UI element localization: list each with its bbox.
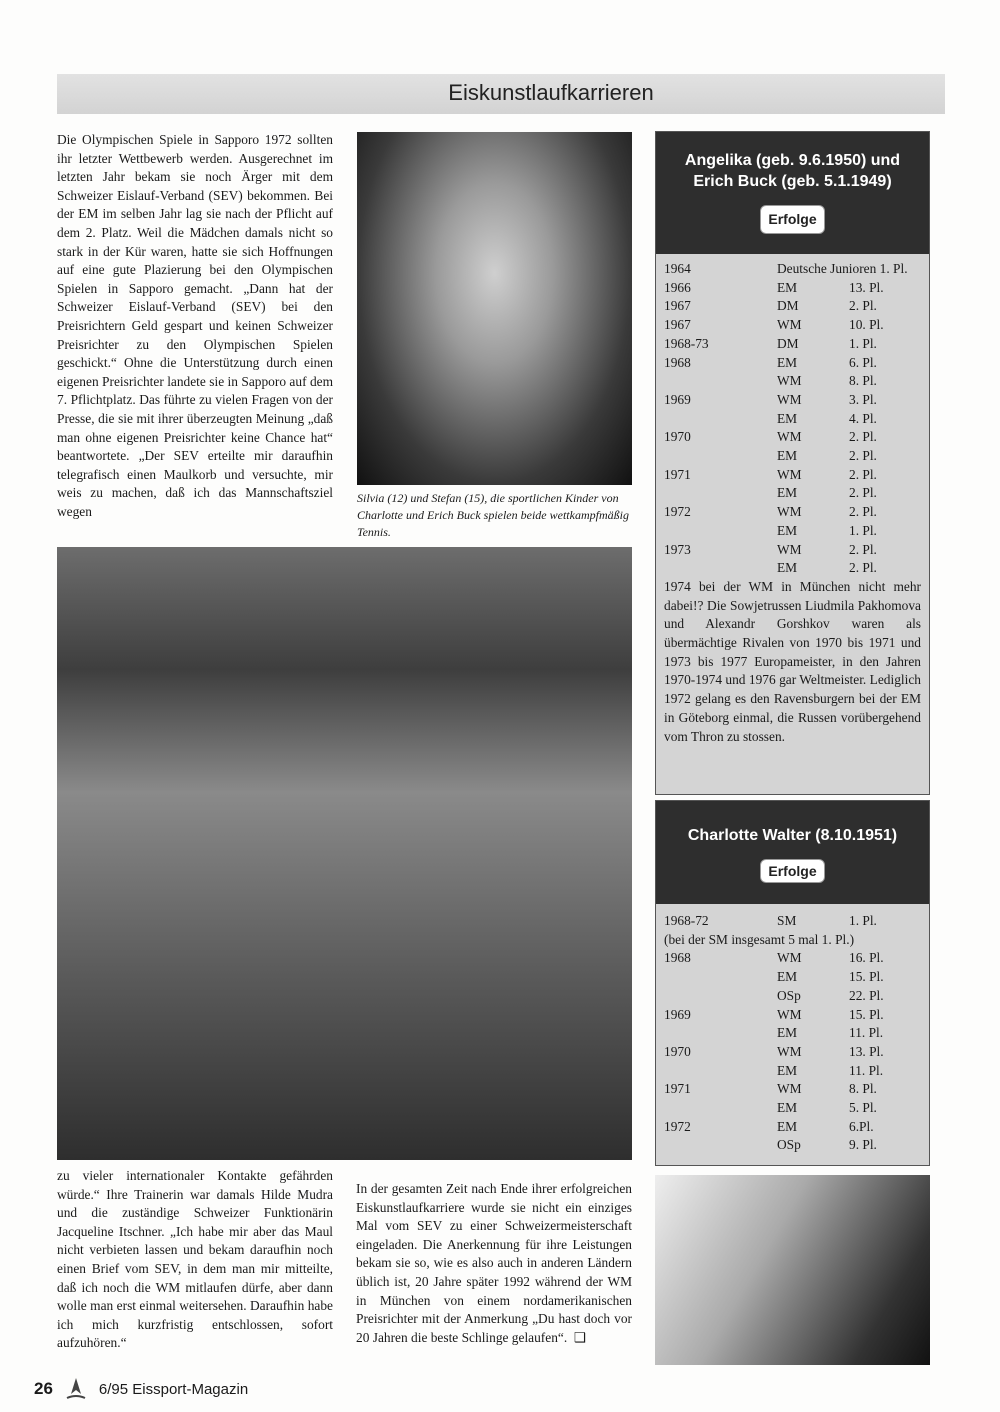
- result-year: 1968: [664, 950, 691, 966]
- section-title: Eiskunstlaufkarrieren: [448, 80, 654, 105]
- result-placement: 13. Pl.: [849, 279, 884, 295]
- result-competition: WM: [777, 950, 802, 966]
- result-year: 1968-73: [664, 335, 709, 351]
- result-placement: 8. Pl.: [849, 373, 877, 389]
- page-number: 26: [34, 1379, 53, 1398]
- result-row: [664, 987, 921, 1006]
- result-placement: 2. Pl.: [849, 485, 877, 501]
- result-year: 1972: [664, 504, 691, 520]
- result-placement: 11. Pl.: [849, 1025, 884, 1041]
- result-row: [664, 410, 921, 429]
- result-row: [664, 1099, 921, 1118]
- result-competition: WM: [777, 373, 802, 389]
- result-row: [664, 541, 921, 560]
- result-row: [664, 1080, 921, 1099]
- result-placement: 3. Pl.: [849, 391, 877, 407]
- result-competition: EM: [777, 448, 798, 464]
- result-year: 1971: [664, 1081, 691, 1097]
- result-row: [664, 335, 921, 354]
- results-table: [656, 254, 929, 578]
- result-year: 1972: [664, 1118, 691, 1134]
- result-placement: 2. Pl.: [849, 541, 877, 557]
- result-placement: 2. Pl.: [849, 466, 877, 482]
- result-competition: DM: [777, 298, 799, 314]
- result-placement: 10. Pl.: [849, 317, 884, 333]
- section-header: [57, 74, 945, 114]
- result-row: [664, 297, 921, 316]
- result-row: [664, 1118, 921, 1137]
- result-year: [664, 559, 777, 578]
- result-placement: 4. Pl.: [849, 410, 877, 426]
- result-competition: WM: [777, 317, 802, 333]
- result-placement: 6.Pl.: [849, 1118, 874, 1134]
- result-placement: 2. Pl.: [849, 504, 877, 520]
- result-row: [664, 522, 921, 541]
- magazine-logo-icon: [63, 1376, 89, 1402]
- result-placement: 2. Pl.: [849, 298, 877, 314]
- result-year: [664, 1099, 777, 1118]
- result-competition: EM: [777, 969, 798, 985]
- results-table: [656, 949, 929, 1155]
- result-competition: EM: [777, 279, 798, 295]
- result-competition: EM: [777, 1062, 798, 1078]
- result-year: 1969: [664, 391, 691, 407]
- photo-caption: Silvia (12) und Stefan (15), die sportlichen Kinder von Charlotte und Erich Buck spielen beide wettkampfmäßig Tennis.: [357, 491, 629, 539]
- end-mark-icon: ❑: [573, 1329, 586, 1345]
- result-competition: SM: [777, 913, 797, 928]
- result-placement: 2. Pl.: [849, 429, 877, 445]
- result-year: 1967: [664, 298, 691, 314]
- result-placement: 6. Pl.: [849, 354, 877, 370]
- result-placement: 1. Pl.: [849, 335, 877, 351]
- result-row: [664, 968, 921, 987]
- result-competition: EM: [777, 560, 798, 576]
- result-competition: EM: [777, 1025, 798, 1041]
- result-placement: 8. Pl.: [849, 1081, 877, 1097]
- photo-boy-tennis: [57, 547, 632, 1160]
- result-year: 1966: [664, 279, 691, 295]
- result-year: [664, 484, 777, 503]
- result-competition: WM: [777, 391, 802, 407]
- result-competition: EM: [777, 1118, 798, 1134]
- result-row: [664, 391, 921, 410]
- result-row: [664, 279, 921, 298]
- issue-label: 6/95 Eissport-Magazin: [98, 1380, 249, 1398]
- result-row: [664, 559, 921, 578]
- result-year: [664, 410, 777, 429]
- result-competition: WM: [777, 1081, 802, 1097]
- result-year: [664, 447, 777, 466]
- result-year: 1973: [664, 541, 691, 557]
- result-year: 1964: [664, 261, 691, 276]
- result-placement: 9. Pl.: [849, 1137, 877, 1153]
- result-year: 1971: [664, 466, 691, 482]
- result-row: [664, 1024, 921, 1043]
- result-competition: DM: [777, 335, 799, 351]
- result-competition: OSp: [777, 1137, 801, 1153]
- result-row: [664, 354, 921, 373]
- result-row: [664, 316, 921, 335]
- result-competition: Deutsche Junioren 1. Pl.: [777, 261, 908, 276]
- result-year: [664, 1136, 777, 1155]
- result-competition: OSp: [777, 987, 801, 1003]
- article-text: zu vieler internationaler Kontakte gefährden würde.“ Ihre Trainerin war damals Hilde Mudra und die zuständige Schweizer Funktionärin Jacqueline Itschner. „Ich habe mir aber das Maul nicht verbieten lassen und bekam daraufhin noch einen Brief vom SEV, in dem man mir mitteilte, daß ich noch die WM mitlaufen dürfe, aber dann wolle man erst einmal weitersehen. Daraufhin habe ich mich kurzfristig entschlossen, sofort aufzuhören.“: [57, 1168, 333, 1351]
- result-row: [664, 484, 921, 503]
- result-placement: 13. Pl.: [849, 1043, 884, 1059]
- result-year: 1968-72: [664, 913, 709, 928]
- result-row: [664, 912, 921, 931]
- result-year: [664, 1024, 777, 1043]
- result-year: 1969: [664, 1006, 691, 1022]
- result-year: [664, 968, 777, 987]
- result-placement: 2. Pl.: [849, 448, 877, 464]
- result-placement: 5. Pl.: [849, 1100, 877, 1116]
- photo-boy-tennis-small: [655, 1175, 930, 1365]
- sidebar-box-walter: [655, 800, 930, 1166]
- result-year: 1970: [664, 429, 691, 445]
- result-competition: EM: [777, 485, 798, 501]
- result-competition: WM: [777, 1043, 802, 1059]
- article-text: In der gesamten Zeit nach Ende ihrer erfolgreichen Eiskunstlaufkarriere wurde sie nicht ein einziges Mal vom SEV zu einer Schweizermeisterschaft eingeladen. Die Anerkennung für ihre Leistungen bekam sie so, wie es also auch in anderen Ländern üblich ist, 20 Jahre später 1992 während der WM in München von einem nordamerikanischen Preisrichter mit der Anmerkung „Du hast doch vor 20 Jahren die beste Schlinge gelaufen“.: [356, 1181, 632, 1345]
- box-title: Erich Buck (geb. 5.1.1949): [693, 173, 892, 190]
- result-year: 1967: [664, 317, 691, 333]
- page-footer: [34, 1376, 248, 1402]
- left-column-bottom: [57, 1167, 333, 1353]
- result-row: [664, 1136, 921, 1155]
- erfolge-badge: Erfolge: [760, 205, 824, 234]
- result-competition: WM: [777, 1006, 802, 1022]
- result-competition: WM: [777, 504, 802, 520]
- result-year: [664, 372, 777, 391]
- box-note: (bei der SM insgesamt 5 mal 1. Pl.): [664, 931, 855, 947]
- result-row: [664, 1043, 921, 1062]
- result-row: [664, 949, 921, 968]
- result-placement: 2. Pl.: [849, 560, 877, 576]
- result-row: [664, 372, 921, 391]
- left-column-top: [57, 131, 333, 521]
- result-competition: WM: [777, 429, 802, 445]
- erfolge-badge: Erfolge: [760, 859, 824, 883]
- result-placement: 16. Pl.: [849, 950, 884, 966]
- result-year: [664, 987, 777, 1006]
- result-year: 1970: [664, 1043, 691, 1059]
- result-placement: 15. Pl.: [849, 969, 884, 985]
- result-placement: 22. Pl.: [849, 987, 884, 1003]
- result-competition: EM: [777, 354, 798, 370]
- result-competition: EM: [777, 410, 798, 426]
- result-competition: WM: [777, 541, 802, 557]
- sidebar-box-buck: [655, 131, 930, 795]
- result-placement: 15. Pl.: [849, 1006, 884, 1022]
- middle-column-bottom: [356, 1180, 632, 1347]
- result-row: [664, 1062, 921, 1081]
- result-placement: 1. Pl.: [849, 522, 877, 538]
- result-placement: 1. Pl.: [849, 913, 877, 928]
- result-placement: 11. Pl.: [849, 1062, 884, 1078]
- box-title: Charlotte Walter (8.10.1951): [687, 827, 898, 844]
- result-competition: EM: [777, 522, 798, 538]
- photo-girl-portrait: [357, 132, 632, 485]
- result-competition: WM: [777, 466, 802, 482]
- result-row: [664, 1006, 921, 1025]
- result-year: [664, 1062, 777, 1081]
- result-row: [664, 260, 921, 279]
- article-text: Die Olympischen Spiele in Sapporo 1972 sollten ihr letzter Wettbewerb werden. Ausgerechnet im letzten Jahr bekam sie noch Ärger mit dem Schweizer Eislauf-Verband (SEV) bekommen. Bei der EM im selben Jahr lag sie nach der Pflicht auf dem 2. Platz. Weil die Mädchen damals nicht so stark in der Kür waren, hatte sie sich Hoffnungen auf eine gute Plazierung bei den Olympischen Spielen in Sapporo gemacht. „Dann hat der Schweizer Eislauf-Verband (SEV) bei den Preisrichtern Geld gespart und keinen Schweizer Preisrichter zu den Olympischen Spielen geschickt.“ Ohne die Unterstützung durch einen eigenen Preisrichter landete sie in Sapporo auf dem 7. Pflichtplatz. Das führte zu vielen Fragen von der Presse, die sie mit ihrer überzeugten Meinung „daß man ohne eigenen Preisrichter keine Chance hat“ beantwortete. „Der SEV erteilte mir daraufhin telegrafisch einen Maulkorb und versuchte, mir weis zu machen, daß ich das Mannschaftsziel wegen: [57, 132, 333, 519]
- result-year: [664, 522, 777, 541]
- result-competition: EM: [777, 1100, 798, 1116]
- box-title: Angelika (geb. 9.6.1950) und: [684, 152, 901, 169]
- result-row: [664, 428, 921, 447]
- box-note: 1974 bei der WM in München nicht mehr dabei!? Die Sowjetrussen Liudmila Pakhomova und Alexandr Gorshkov waren als übermächtige Rivalen von 1970 bis 1971 und 1973 bis 1977 Europameister, in den Jahren 1970-1974 und 1976 gar Weltmeister. Lediglich 1972 gelang es den Ravensburgern bei der EM in Göteborg einmal, die Russen vorübergehend vom Thron zu stossen.: [664, 578, 921, 744]
- result-row: [664, 447, 921, 466]
- result-year: 1968: [664, 354, 691, 370]
- result-row: [664, 503, 921, 522]
- result-row: [664, 466, 921, 485]
